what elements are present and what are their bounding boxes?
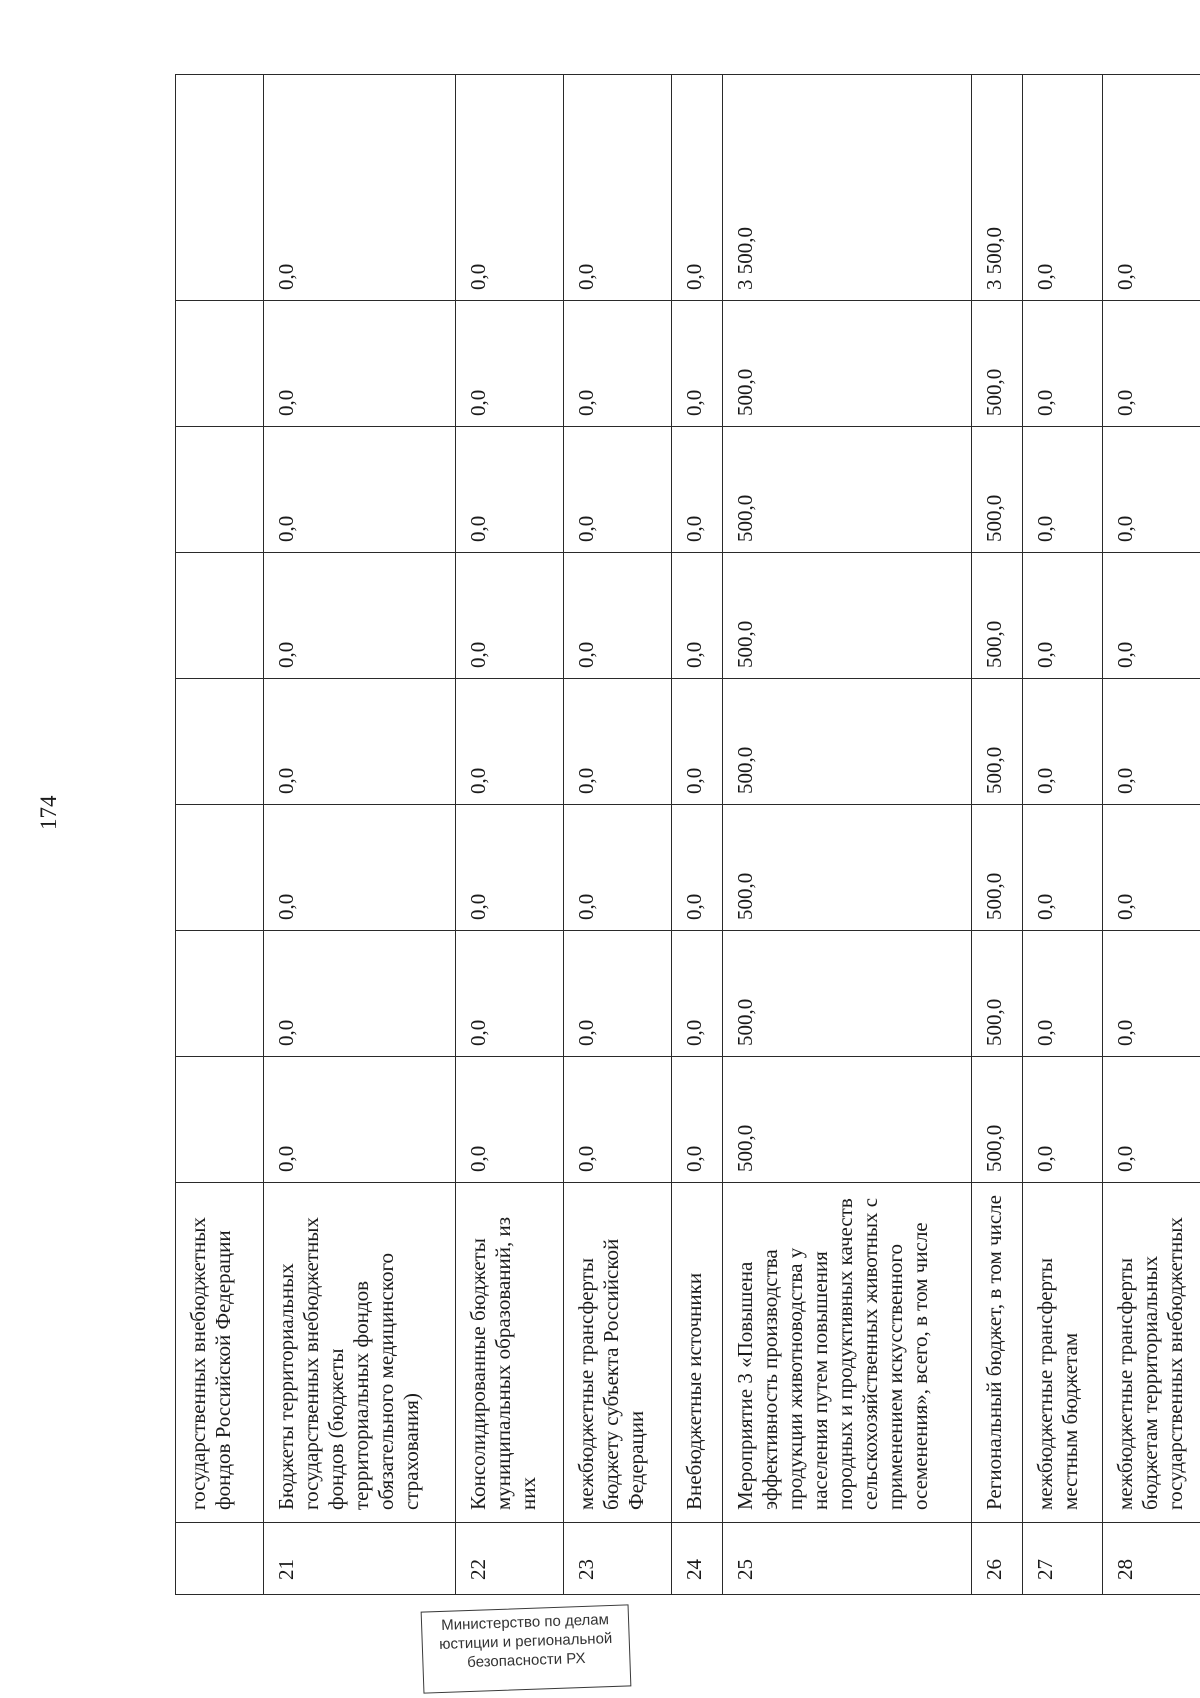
value-cell: 500,0 — [723, 679, 971, 805]
value-cell — [176, 553, 264, 679]
stamp-line: безопасности РХ — [466, 1649, 586, 1672]
value-cell — [176, 75, 264, 301]
value-cell: 0,0 — [263, 1057, 455, 1183]
value-cell: 500,0 — [971, 427, 1023, 553]
value-cell: 0,0 — [263, 553, 455, 679]
value-cell: 500,0 — [971, 931, 1023, 1057]
value-cell: 0,0 — [455, 1057, 563, 1183]
value-cell: 0,0 — [563, 427, 671, 553]
row-name-cell: Внебюджетные источники — [671, 1183, 723, 1523]
value-cell: 0,0 — [563, 75, 671, 301]
row-name-cell: Мероприятие 3 «Повышена эффективность производства продукции животноводства у населения путем повышения породных и продуктивных качеств сельскохозяйственных животных с применением искусственного осеменения», всего, в том числе — [723, 1183, 971, 1523]
table-row — [671, 75, 723, 1595]
value-cell: 0,0 — [1023, 427, 1103, 553]
row-number-cell — [176, 1523, 264, 1595]
value-cell: 0,0 — [1103, 1057, 1200, 1183]
ministry-stamp — [421, 1604, 632, 1693]
value-cell — [176, 301, 264, 427]
value-cell: 500,0 — [971, 301, 1023, 427]
row-name-cell: Консолидированные бюджеты муниципальных образований, из них — [455, 1183, 563, 1523]
value-cell: 500,0 — [723, 805, 971, 931]
row-number-cell: 28 — [1103, 1523, 1200, 1595]
value-cell: 0,0 — [563, 301, 671, 427]
value-cell: 0,0 — [1023, 301, 1103, 427]
value-cell: 0,0 — [671, 427, 723, 553]
value-cell: 0,0 — [563, 679, 671, 805]
value-cell: 500,0 — [971, 805, 1023, 931]
table-row — [455, 75, 563, 1595]
value-cell: 0,0 — [455, 301, 563, 427]
value-cell: 0,0 — [455, 75, 563, 301]
value-cell — [176, 679, 264, 805]
budget-table — [175, 75, 1200, 1595]
value-cell — [176, 427, 264, 553]
value-cell: 0,0 — [1103, 301, 1200, 427]
table-row — [1023, 75, 1103, 1595]
table-row — [563, 75, 671, 1595]
value-cell: 0,0 — [1023, 679, 1103, 805]
value-cell: 0,0 — [263, 679, 455, 805]
value-cell: 500,0 — [971, 1057, 1023, 1183]
row-number-cell: 24 — [671, 1523, 723, 1595]
row-name-cell: государственных внебюджетных фондов Российской Федерации — [176, 1183, 264, 1523]
value-cell — [176, 805, 264, 931]
value-cell: 500,0 — [971, 679, 1023, 805]
value-cell: 0,0 — [455, 805, 563, 931]
page-number: 174 — [36, 795, 61, 830]
value-cell: 0,0 — [671, 1057, 723, 1183]
value-cell: 0,0 — [263, 805, 455, 931]
row-number-cell: 21 — [263, 1523, 455, 1595]
row-number-cell: 23 — [563, 1523, 671, 1595]
value-cell: 0,0 — [455, 931, 563, 1057]
row-number-cell: 27 — [1023, 1523, 1103, 1595]
value-cell: 0,0 — [1103, 931, 1200, 1057]
value-cell: 0,0 — [455, 427, 563, 553]
value-cell: 0,0 — [1103, 75, 1200, 301]
table-row — [723, 75, 971, 1595]
value-cell: 500,0 — [723, 301, 971, 427]
value-cell: 500,0 — [723, 931, 971, 1057]
value-cell — [176, 1057, 264, 1183]
row-name-cell: межбюджетные трансферты местным бюджетам — [1023, 1183, 1103, 1523]
row-name-cell: межбюджетные трансферты бюджету субъекта Российской Федерации — [563, 1183, 671, 1523]
value-cell: 0,0 — [1103, 553, 1200, 679]
value-cell: 0,0 — [263, 301, 455, 427]
value-cell: 0,0 — [563, 931, 671, 1057]
table-row — [971, 75, 1023, 1595]
row-number-cell: 26 — [971, 1523, 1023, 1595]
table-row — [263, 75, 455, 1595]
value-cell — [176, 931, 264, 1057]
value-cell: 0,0 — [1103, 427, 1200, 553]
table-row — [1103, 75, 1200, 1595]
row-name-cell: межбюджетные трансферты бюджетам территориальных государственных внебюджетных — [1103, 1183, 1200, 1523]
value-cell: 0,0 — [671, 679, 723, 805]
value-cell: 0,0 — [1023, 553, 1103, 679]
value-cell: 0,0 — [1103, 679, 1200, 805]
value-cell: 0,0 — [671, 301, 723, 427]
stamp-line: Министерство по делам — [440, 1611, 610, 1634]
value-cell: 3 500,0 — [723, 75, 971, 301]
value-cell: 0,0 — [1023, 1057, 1103, 1183]
value-cell: 0,0 — [671, 553, 723, 679]
value-cell: 0,0 — [1103, 805, 1200, 931]
value-cell: 0,0 — [1023, 75, 1103, 301]
value-cell: 500,0 — [723, 427, 971, 553]
stamp-line: юстиции и региональной — [438, 1629, 613, 1654]
value-cell: 0,0 — [671, 931, 723, 1057]
value-cell: 0,0 — [455, 679, 563, 805]
value-cell: 0,0 — [1023, 805, 1103, 931]
row-number-cell: 25 — [723, 1523, 971, 1595]
value-cell: 0,0 — [1023, 931, 1103, 1057]
row-name-cell: Бюджеты территориальных государственных внебюджетных фондов (бюджеты территориальных фондов обязательного медицинского страхования) — [263, 1183, 455, 1523]
value-cell: 500,0 — [971, 553, 1023, 679]
value-cell: 0,0 — [563, 1057, 671, 1183]
value-cell: 0,0 — [263, 931, 455, 1057]
value-cell: 0,0 — [563, 553, 671, 679]
value-cell: 0,0 — [671, 805, 723, 931]
row-name-cell: Региональный бюджет, в том числе — [971, 1183, 1023, 1523]
value-cell: 0,0 — [563, 805, 671, 931]
table-row — [176, 75, 264, 1595]
value-cell: 0,0 — [263, 427, 455, 553]
value-cell: 500,0 — [723, 553, 971, 679]
row-number-cell: 22 — [455, 1523, 563, 1595]
value-cell: 0,0 — [671, 75, 723, 301]
value-cell: 0,0 — [263, 75, 455, 301]
value-cell: 500,0 — [723, 1057, 971, 1183]
value-cell: 0,0 — [455, 553, 563, 679]
value-cell: 3 500,0 — [971, 75, 1023, 301]
